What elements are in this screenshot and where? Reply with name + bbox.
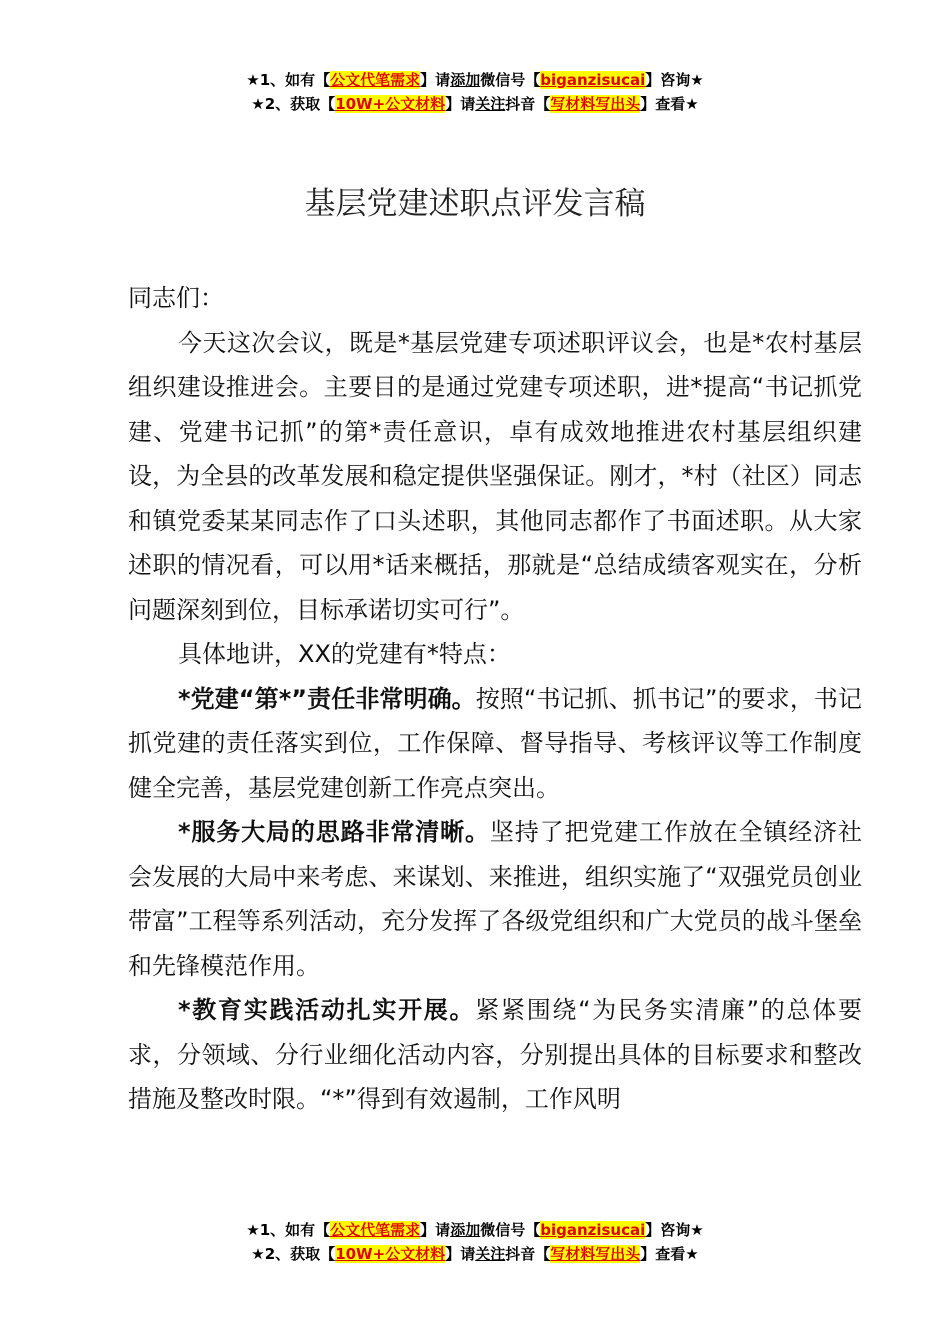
paragraph-4-heading: *服务大局的思路非常清晰。 bbox=[178, 818, 490, 846]
footer-banner bbox=[0, 1218, 950, 1266]
banner-text: 抖音【 bbox=[505, 1245, 551, 1263]
banner-highlight-douyin: 写材料写出头 bbox=[550, 1245, 641, 1263]
banner-highlight-wechat: biganzisucai bbox=[540, 71, 646, 89]
banner-text: 】请 bbox=[420, 71, 451, 89]
paragraph-4-text: 坚持了把党建工作放在全镇经济社会发展的大局中来考虑、来谋划、来推进，组织实施了“双强党员创业带富”工程等系列活动，充分发挥了各级党组织和广大党员的战斗堡垒和先锋模范作用。 bbox=[128, 818, 862, 980]
banner-underline: 添加 bbox=[450, 1221, 481, 1239]
document-body bbox=[128, 276, 862, 1122]
salutation: 同志们： bbox=[128, 284, 224, 312]
banner-line-2 bbox=[0, 92, 950, 116]
banner-text: 】查看★ bbox=[640, 1245, 699, 1263]
banner-text: 】请 bbox=[445, 95, 476, 113]
banner-text: 】请 bbox=[445, 1245, 476, 1263]
banner-text: 】请 bbox=[420, 1221, 451, 1239]
banner-highlight-wechat: biganzisucai bbox=[540, 1221, 646, 1239]
paragraph-3 bbox=[128, 677, 862, 811]
banner-line-1 bbox=[0, 1218, 950, 1242]
banner-highlight: 10W+公文材料 bbox=[335, 1245, 446, 1263]
paragraph-5 bbox=[128, 988, 862, 1122]
banner-highlight: 10W+公文材料 bbox=[335, 95, 446, 113]
paragraph-3-heading: *党建“第*”责任非常明确。 bbox=[178, 684, 476, 713]
banner-underline: 添加 bbox=[450, 71, 481, 89]
banner-highlight: 公文代笔需求 bbox=[330, 71, 421, 89]
banner-text: ★1、如有【 bbox=[246, 71, 331, 89]
banner-text: 微信号【 bbox=[480, 71, 541, 89]
banner-line-2 bbox=[0, 1242, 950, 1266]
banner-text: 抖音【 bbox=[505, 95, 551, 113]
document-title: 基层党建述职点评发言稿 bbox=[304, 186, 646, 222]
banner-highlight-douyin: 写材料写出头 bbox=[550, 95, 641, 113]
banner-text: 】查看★ bbox=[640, 95, 699, 113]
paragraph-5-heading: *教育实践活动扎实开展。 bbox=[178, 996, 476, 1024]
paragraph-5-text: 紧紧围绕“为民务实清廉”的总体要求，分领域、分行业细化活动内容，分别提出具体的目标要求和整改措施及整改时限。“*”得到有效遏制，工作风明 bbox=[128, 996, 862, 1113]
banner-text: 】咨询★ bbox=[645, 1221, 704, 1239]
banner-text: ★2、获取【 bbox=[251, 1245, 336, 1263]
paragraph-2: 具体地讲，XX的党建有*特点： bbox=[178, 640, 511, 668]
banner-highlight: 公文代笔需求 bbox=[330, 1221, 421, 1239]
paragraph-4 bbox=[128, 810, 862, 988]
paragraph-1: 今天这次会议，既是*基层党建专项述职评议会，也是*农村基层组织建设推进会。主要目的是通过党建专项述职，进*提高“书记抓党建、党建书记抓”的第*责任意识，卓有成效地推进农村基层组织建设，为全县的改革发展和稳定提供坚强保证。刚才，*村（社区）同志和镇党委某某同志作了口头述职，其他同志都作了书面述职。从大家述职的情况看，可以用*话来概括，那就是“总结成绩客观实在，分析问题深刻到位，目标承诺切实可行”。 bbox=[128, 328, 862, 624]
banner-underline: 关注 bbox=[475, 1245, 506, 1263]
banner-text: ★1、如有【 bbox=[246, 1221, 331, 1239]
banner-text: 】咨询★ bbox=[645, 71, 704, 89]
banner-text: ★2、获取【 bbox=[251, 95, 336, 113]
header-banner bbox=[0, 68, 950, 116]
banner-line-1 bbox=[0, 68, 950, 92]
banner-underline: 关注 bbox=[475, 95, 506, 113]
banner-text: 微信号【 bbox=[480, 1221, 541, 1239]
paragraph-3-text: 按照“书记抓、抓书记”的要求，书记抓党建的责任落实到位，工作保障、督导指导、考核评议等工作制度健全完善，基层党建创新工作亮点突出。 bbox=[128, 684, 862, 802]
